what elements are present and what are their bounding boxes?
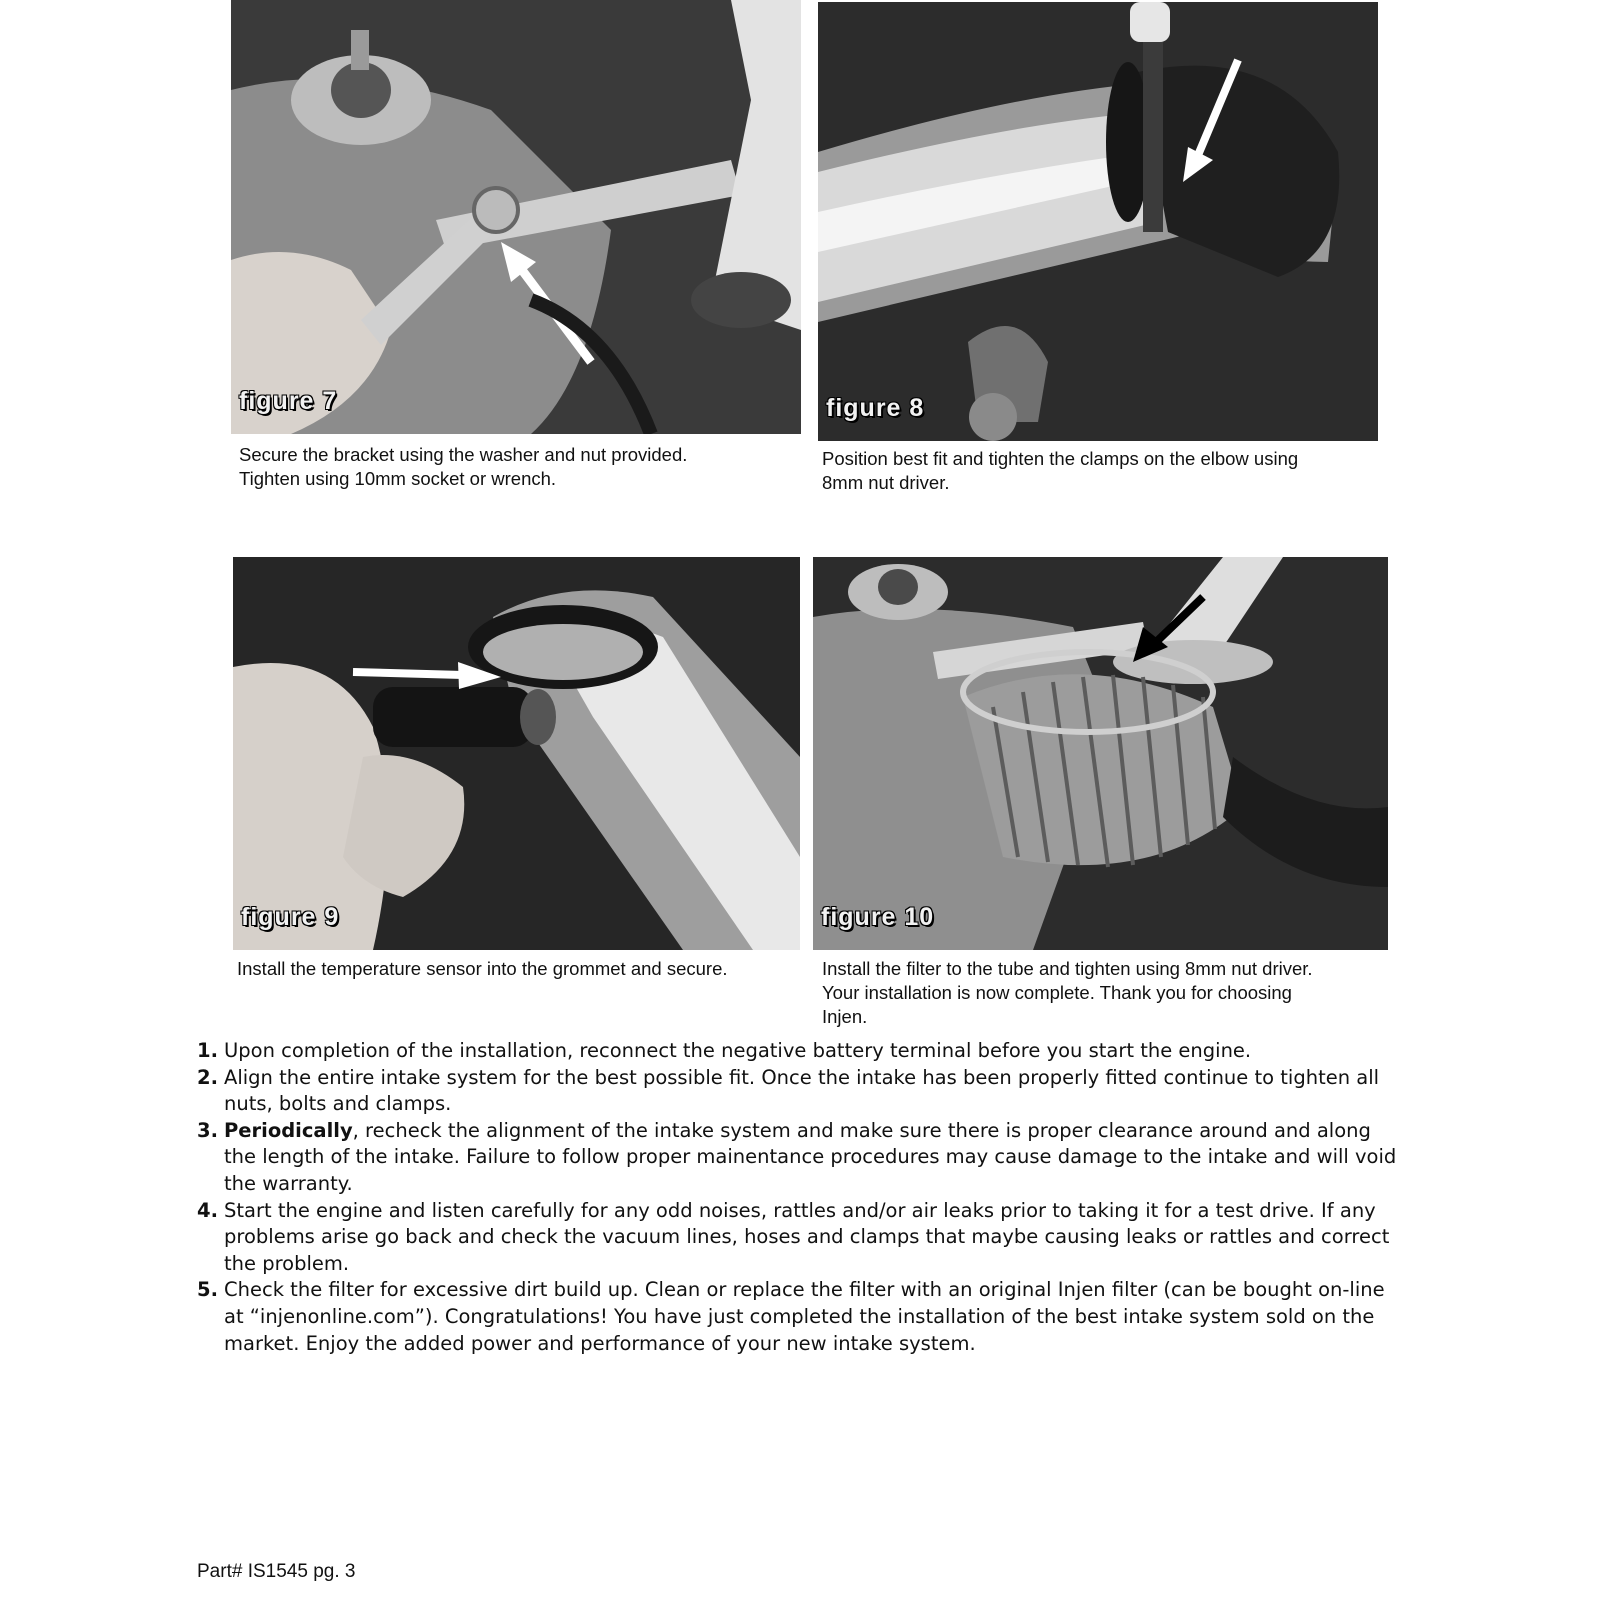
figure-label: figure 7 bbox=[239, 387, 338, 415]
figure-7-photo bbox=[231, 0, 801, 434]
step-item bbox=[197, 1118, 1407, 1198]
wrench-bracket-photo-icon bbox=[231, 0, 801, 434]
step-number: 4. bbox=[197, 1198, 218, 1222]
page-footer: Part# IS1545 pg. 3 bbox=[197, 1561, 356, 1582]
step-item bbox=[197, 1198, 1407, 1278]
step-emphasis: Periodically bbox=[224, 1118, 353, 1142]
figure-label: figure 8 bbox=[826, 394, 925, 422]
step-item bbox=[197, 1277, 1407, 1357]
step-number: 2. bbox=[197, 1065, 218, 1089]
step-item bbox=[197, 1038, 1407, 1065]
step-text: , recheck the alignment of the intake system and make sure there is proper clearance around and along the length of the intake. Failure to follow proper mainentance procedures may cause damage to the intake and will void the warranty. bbox=[224, 1118, 1397, 1195]
step-text: Start the engine and listen carefully for any odd noises, rattles and/or air leaks prior to taking it for a test drive. If any problems arise go back and check the vacuum lines, hoses and clamps that maybe causing leaks or rattles and correct the problem. bbox=[224, 1198, 1390, 1275]
figure-8-photo bbox=[818, 2, 1378, 441]
figure-label: figure 9 bbox=[241, 903, 340, 931]
air-filter-photo-icon bbox=[813, 557, 1388, 950]
step-number: 3. bbox=[197, 1118, 218, 1142]
step-text: Check the filter for excessive dirt build up. Clean or replace the filter with an original Injen filter (can be bought on-line at “injenonline.com”). Congratulations! You have just completed the installation of the best intake system sold on the market. Enjoy the added power and performance of your new intake system. bbox=[224, 1278, 1385, 1355]
figure-10-photo bbox=[813, 557, 1388, 950]
step-number: 5. bbox=[197, 1278, 218, 1302]
step-number: 1. bbox=[197, 1039, 218, 1062]
step-text: Align the entire intake system for the best possible fit. Once the intake has been properly fitted continue to tighten all nuts, bolts and clamps. bbox=[224, 1065, 1380, 1116]
figure-9-caption: Install the temperature sensor into the grommet and secure. bbox=[237, 958, 728, 979]
instruction-steps bbox=[197, 1038, 1407, 1357]
elbow-clamp-photo-icon bbox=[818, 2, 1378, 441]
temperature-sensor-photo-icon bbox=[233, 557, 800, 950]
figure-9-photo bbox=[233, 557, 800, 950]
figure-8-caption: Position best fit and tighten the clamps on the elbow using 8mm nut driver. bbox=[822, 448, 1299, 493]
step-item bbox=[197, 1065, 1407, 1118]
step-text: Upon completion of the installation, reconnect the negative battery terminal before you start the engine. bbox=[224, 1039, 1252, 1062]
figure-10-caption: Install the filter to the tube and tighten using 8mm nut driver. Your installation is now complete. Thank you for choosing Injen. bbox=[822, 958, 1313, 1027]
figure-7-caption: Secure the bracket using the washer and nut provided. Tighten using 10mm socket or wrench. bbox=[239, 444, 688, 489]
figure-label: figure 10 bbox=[821, 903, 935, 931]
